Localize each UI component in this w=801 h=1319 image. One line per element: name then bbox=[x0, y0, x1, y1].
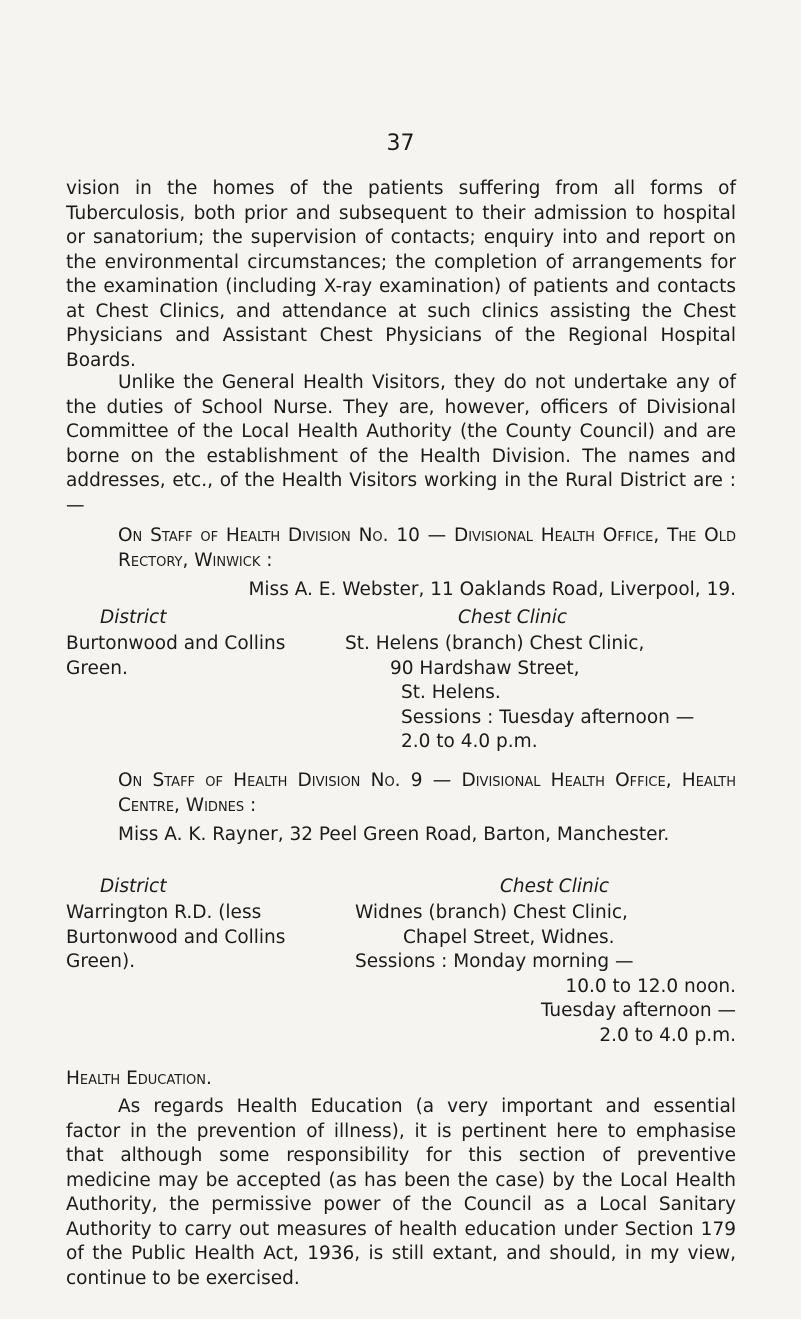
division-9-heading-text: On Staff of Health Division No. 9 — Divisional Health Office, Health Centre, Widnes : bbox=[118, 770, 736, 816]
division-10-visitor: Miss A. E. Webster, 11 Oaklands Road, Liverpool, 19. bbox=[248, 579, 736, 600]
paragraph-health-visitors: Unlike the General Health Visitors, they do not undertake any of the duties of School Nurse. They are, however, officers of Divisional Committee of the Local Health Authority (the County Council) and are borne on the establishment of the Health Division. The names and addresses, etc., of the Health Visitors working in the Rural District are :— bbox=[66, 372, 736, 516]
district-line: Green). bbox=[66, 951, 136, 972]
clinic-line: Tuesday afternoon — bbox=[540, 1000, 736, 1021]
clinic-line: St. Helens. bbox=[401, 682, 501, 703]
clinic-line: 10.0 to 12.0 noon. bbox=[565, 975, 736, 997]
division-9-clinic bbox=[355, 901, 736, 1048]
division-9-clinic-label: Chest Clinic bbox=[500, 876, 610, 897]
page-number: 37 bbox=[386, 131, 415, 156]
clinic-line: Widnes (branch) Chest Clinic, bbox=[355, 902, 628, 923]
division-9-heading bbox=[66, 769, 736, 818]
division-10-district-label: District bbox=[100, 607, 167, 628]
division-10-heading-text: On Staff of Health Division No. 10 — Divisional Health Office, The Old Rectory, Winwick : bbox=[118, 525, 736, 571]
health-education-heading: Health Education. bbox=[66, 1068, 212, 1089]
district-line: Warrington R.D. (less bbox=[66, 902, 262, 923]
district-line: Burtonwood and Collins bbox=[66, 633, 286, 654]
clinic-line: 2.0 to 4.0 p.m. bbox=[401, 731, 538, 752]
division-9-district-label: District bbox=[100, 876, 167, 897]
clinic-line: Sessions : Tuesday afternoon — bbox=[401, 706, 695, 728]
division-9-visitor: Miss A. K. Rayner, 32 Peel Green Road, Barton, Manchester. bbox=[118, 824, 670, 845]
clinic-line: Chapel Street, Widnes. bbox=[403, 926, 615, 948]
division-10-district bbox=[66, 632, 285, 681]
clinic-line: Sessions : Monday morning — bbox=[355, 951, 634, 972]
clinic-line: St. Helens (branch) Chest Clinic, bbox=[345, 633, 645, 654]
paragraph-tuberculosis-duties: vision in the homes of the patients suffering from all forms of Tuberculosis, both prior and subsequent to their admission to hospital or sanatorium; the supervision of contacts; enquiry into and report on the environmental circumstances; the completion of arrangements for the examination (including X-ray examination) of patients and contacts at Chest Clinics, and attendance at such clinics assisting the Chest Physicians and Assistant Chest Physicians of the Regional Hospital Boards. bbox=[66, 178, 736, 371]
district-line: Green. bbox=[66, 657, 128, 679]
division-10-clinic-label: Chest Clinic bbox=[458, 607, 568, 628]
district-line: Burtonwood and Collins bbox=[66, 926, 286, 948]
clinic-line: 2.0 to 4.0 p.m. bbox=[599, 1024, 736, 1046]
division-9-district bbox=[66, 901, 336, 975]
clinic-line: 90 Hardshaw Street, bbox=[390, 657, 580, 679]
division-10-heading bbox=[66, 524, 736, 573]
health-education-paragraph: As regards Health Education (a very important and essential factor in the prevention of illness), it is pertinent here to emphasise that although some responsibility for this section of preventive medicine may be accepted (as has been the case) by the Local Health Authority, the permissive power of the Council as a Local Sanitary Authority to carry out measures of health education under Section 179 of the Public Health Act, 1936, is still extant, and should, in my view, continue to be exercised. bbox=[66, 1096, 736, 1289]
division-10-clinic bbox=[345, 632, 736, 755]
